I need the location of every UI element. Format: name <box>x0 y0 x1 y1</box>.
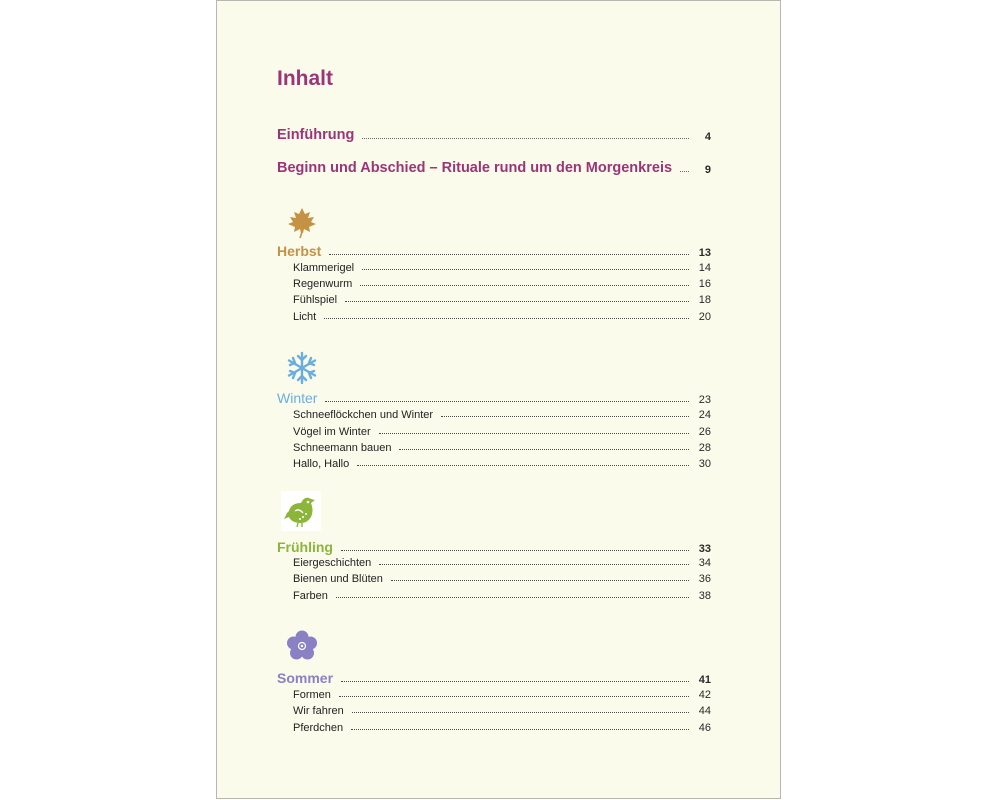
toc-item[interactable] <box>293 278 711 290</box>
snowflake-icon <box>285 351 319 385</box>
item-label: Farben <box>293 590 328 602</box>
page-number: 42 <box>698 689 711 701</box>
toc-item[interactable] <box>293 311 711 323</box>
toc-item[interactable] <box>293 458 711 470</box>
dot-leader <box>351 729 689 730</box>
toc-section-herbst[interactable] <box>277 243 711 259</box>
toc-item[interactable] <box>293 294 711 306</box>
page-number: 38 <box>698 590 711 602</box>
item-label: Regenwurm <box>293 278 353 290</box>
toc-item[interactable] <box>293 262 711 274</box>
item-label: Pferdchen <box>293 722 344 734</box>
toc-item[interactable] <box>293 590 711 602</box>
dot-leader <box>391 580 689 581</box>
section-label: Herbst <box>277 243 322 259</box>
item-label: Formen <box>293 689 331 701</box>
item-label: Eiergeschichten <box>293 557 372 569</box>
page-number: 44 <box>698 705 711 717</box>
dot-leader <box>345 301 689 302</box>
dot-leader <box>379 564 689 565</box>
toc-item[interactable] <box>293 705 711 717</box>
page-number: 4 <box>704 131 711 143</box>
dot-leader <box>379 433 689 434</box>
maple-leaf-icon <box>285 205 319 239</box>
page-number: 46 <box>698 722 711 734</box>
page-number: 23 <box>698 394 711 406</box>
toc-section-fruehling[interactable] <box>277 539 711 555</box>
dot-leader <box>336 597 689 598</box>
book-page <box>216 0 781 799</box>
page-number: 34 <box>698 557 711 569</box>
toc-section-sommer[interactable] <box>277 670 711 686</box>
toc-item[interactable] <box>293 689 711 701</box>
dot-leader <box>441 416 689 417</box>
dot-leader <box>325 401 689 402</box>
toc-item[interactable] <box>293 557 711 569</box>
page-number: 16 <box>698 278 711 290</box>
page-number: 28 <box>698 442 711 454</box>
section-label: Frühling <box>277 539 333 555</box>
toc-item[interactable] <box>293 573 711 585</box>
item-label: Wir fahren <box>293 705 344 717</box>
dot-leader <box>324 318 689 319</box>
page-number: 26 <box>698 426 711 438</box>
dot-leader <box>352 712 689 713</box>
page-number: 30 <box>698 458 711 470</box>
flower-icon <box>285 629 319 663</box>
entry-label: Einführung <box>277 127 355 143</box>
page-number: 18 <box>698 294 711 306</box>
toc-main-entry[interactable] <box>277 127 711 143</box>
page-number: 9 <box>704 164 711 176</box>
dot-leader <box>399 449 689 450</box>
toc-item[interactable] <box>293 442 711 454</box>
item-label: Fühlspiel <box>293 294 338 306</box>
dot-leader <box>341 681 689 682</box>
page-title: Inhalt <box>277 67 333 90</box>
bird-icon <box>281 491 321 531</box>
entry-label: Beginn und Abschied – Rituale rund um den Morgenkreis <box>277 160 673 176</box>
item-label: Bienen und Blüten <box>293 573 383 585</box>
page-number: 36 <box>698 573 711 585</box>
section-label: Winter <box>277 390 318 406</box>
dot-leader <box>362 269 689 270</box>
toc-item[interactable] <box>293 409 711 421</box>
dot-leader <box>362 138 689 139</box>
item-label: Vögel im Winter <box>293 426 371 438</box>
dot-leader <box>339 696 689 697</box>
page-number: 14 <box>698 262 711 274</box>
dot-leader <box>329 254 689 255</box>
item-label: Hallo, Hallo <box>293 458 350 470</box>
page-number: 13 <box>698 247 711 259</box>
section-label: Sommer <box>277 670 334 686</box>
page-number: 24 <box>698 409 711 421</box>
page-number: 33 <box>698 543 711 555</box>
item-label: Schneemann bauen <box>293 442 392 454</box>
item-label: Schneeflöckchen und Winter <box>293 409 434 421</box>
dot-leader <box>357 465 689 466</box>
dot-leader <box>680 171 689 172</box>
toc-main-entry[interactable] <box>277 160 711 176</box>
item-label: Klammerigel <box>293 262 355 274</box>
dot-leader <box>341 550 689 551</box>
toc-section-winter[interactable] <box>277 390 711 406</box>
page-number: 20 <box>698 311 711 323</box>
toc-item[interactable] <box>293 426 711 438</box>
dot-leader <box>360 285 689 286</box>
toc-item[interactable] <box>293 722 711 734</box>
page-number: 41 <box>698 674 711 686</box>
item-label: Licht <box>293 311 317 323</box>
